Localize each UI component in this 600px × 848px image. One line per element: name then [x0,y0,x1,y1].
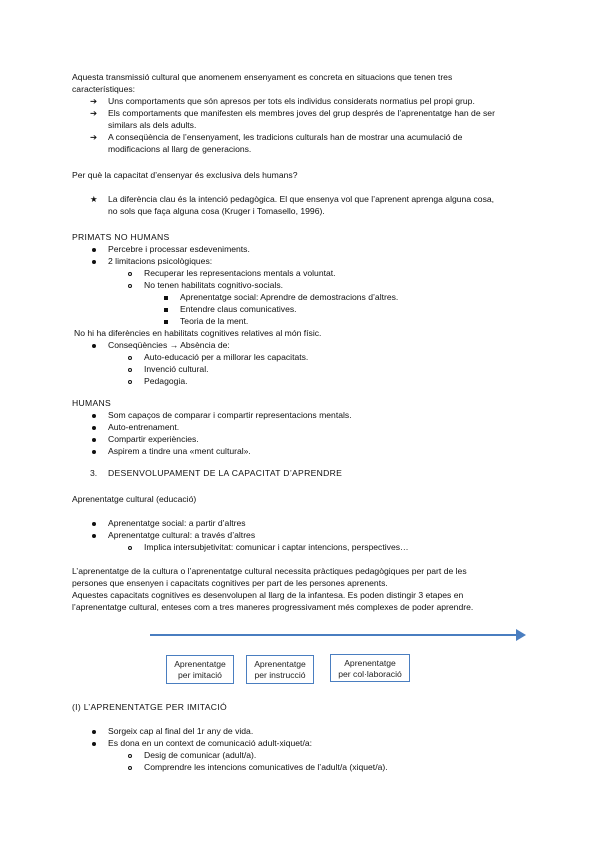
stage-box-imitacio [166,655,234,684]
bullet-circle-icon [128,284,132,288]
humans-item-1: Som capaços de comparar i compartir representacions mentals. [108,410,352,420]
primats-sub-3: Auto-educació per a millorar les capacitats. [144,352,309,362]
bullet-circle-icon [128,356,132,360]
intro-line-1: Aquesta transmissió cultural que anomenem ensenyament es concreta en situacions que tenen tres [72,72,453,82]
bullet-dot-icon [92,450,96,454]
bullet-square-icon [164,296,168,300]
imitacio-sub-1: Desig de comunicar (adult/a). [144,750,257,760]
imitacio-heading: (I) L’APRENENTATGE PER IMITACIÓ [72,702,227,712]
arrow-bullet-icon: ➔ [90,96,98,106]
bullet-circle-icon [128,380,132,384]
bullet-dot-icon [92,414,96,418]
para-line-4: l’aprenentatge cultural, enteses com a tres maneres progressivament més complexes de poder aprendre. [72,602,474,612]
primats-sub-5: Pedagogia. [144,376,188,386]
imitacio-sub-2: Comprendre les intencions comunicatives de l’adult/a (xiquet/a). [144,762,388,772]
primats-sub-2: No tenen habilitats cognitivo-socials. [144,280,284,290]
imitacio-bullet-1: Sorgeix cap al final del 1r any de vida. [108,726,254,736]
bullet-dot-icon [92,344,96,348]
humans-item-4: Aspirem a tindre una «ment cultural». [108,446,251,456]
para-line-1: L’aprenentatge de la cultura o l’aprenentatge cultural necessita pràctiques pedagògiques per part de les [72,566,467,576]
bullet-square-icon [164,308,168,312]
intro-bullet-2-line-1: Els comportaments que manifesten els membres joves del grup després de l’aprenentatge han de ser [108,108,495,118]
primats-sub-1: Recuperar les representacions mentals a voluntat. [144,268,336,278]
stage-box-instruccio-line-1: Aprenentatge [254,659,306,669]
primats-bullet-2: 2 limitacions psicològiques: [108,256,213,266]
stage-box-col-laboracio [330,654,410,682]
stage-box-imitacio-line-1: Aprenentatge [174,659,226,669]
bullet-dot-icon [92,534,96,538]
bullet-dot-icon [92,742,96,746]
star-line-1: La diferència clau és la intenció pedagògica. El que ensenya vol que l’aprenent aprenga alguna cosa, [108,194,495,204]
cultural-heading: Aprenentatge cultural (educació) [72,494,197,504]
bullet-circle-icon [128,272,132,276]
bullet-square-icon [164,320,168,324]
section-3-title: DESENVOLUPAMENT DE LA CAPACITAT D’APRENDRE [108,468,343,478]
intro-line-2: característiques: [72,84,136,94]
para-line-2: persones que ensenyen i capacitats cognitives per part de les persones aprenents. [72,578,388,588]
timeline-line [150,634,522,636]
bullet-circle-icon [128,368,132,372]
section-3-number: 3. [90,468,98,478]
arrow-bullet-icon: ➔ [90,132,98,142]
humans-item-2: Auto-entrenament. [108,422,180,432]
primats-subsub-2: Entendre claus comunicatives. [180,304,297,314]
primats-note: No hi ha diferències en habilitats cognitives relatives al món físic. [74,328,322,338]
primats-subsub-3: Teoria de la ment. [180,316,249,326]
bullet-circle-icon [128,754,132,758]
stage-box-instruccio [246,655,314,684]
star-line-2: no sols que faça alguna cosa (Kruger i Tomasello, 1996). [108,206,325,216]
stage-box-col-laboracio-line-1: Aprenentatge [344,658,396,668]
primats-bullet-1: Percebre i processar esdeveniments. [108,244,250,254]
intro-bullet-3-line-2: modificacions al llarg de generacions. [108,144,252,154]
primats-bullet-3: Conseqüències → Absència de: [108,340,230,350]
para-line-3: Aquestes capacitats cognitives es desenvolupen al llarg de la infantesa. Es poden distingir 3 etapes en [72,590,464,600]
bullet-dot-icon [92,260,96,264]
stage-box-col-laboracio-line-2: per col·laboració [338,669,402,679]
bullet-dot-icon [92,426,96,430]
timeline-arrow-icon [516,629,526,641]
bullet-circle-icon [128,766,132,770]
intro-bullet-2-line-2: similars als dels adults. [108,120,197,130]
stage-box-imitacio-line-2: per imitació [178,670,222,680]
humans-item-3: Compartir experiències. [108,434,199,444]
arrow-bullet-icon: ➔ [90,108,98,118]
humans-heading: HUMANS [72,398,112,408]
star-bullet-icon: ★ [90,194,98,204]
stage-box-instruccio-line-2: per instrucció [254,670,306,680]
intro-bullet-1: Uns comportaments que són apresos per tots els individus considerats normatius pel propi grup. [108,96,475,106]
question-line: Per què la capacitat d’ensenyar és exclusiva dels humans? [72,170,298,180]
primats-subsub-1: Aprenentatge social: Aprendre de demostracions d’altres. [180,292,399,302]
primats-sub-4: Invenció cultural. [144,364,209,374]
imitacio-bullet-2: Es dona en un context de comunicació adult-xiquet/a: [108,738,312,748]
cultural-sub-1: Implica intersubjetivitat: comunicar i captar intencions, perspectives… [144,542,409,552]
bullet-dot-icon [92,522,96,526]
bullet-dot-icon [92,730,96,734]
bullet-dot-icon [92,248,96,252]
cultural-bullet-2: Aprenentatge cultural: a través d’altres [108,530,256,540]
bullet-circle-icon [128,546,132,550]
cultural-bullet-1: Aprenentatge social: a partir d’altres [108,518,246,528]
primats-heading: PRIMATS NO HUMANS [72,232,170,242]
bullet-dot-icon [92,438,96,442]
intro-bullet-3-line-1: A conseqüència de l’ensenyament, les tradicions culturals han de mostrar una acumulació de [108,132,463,142]
